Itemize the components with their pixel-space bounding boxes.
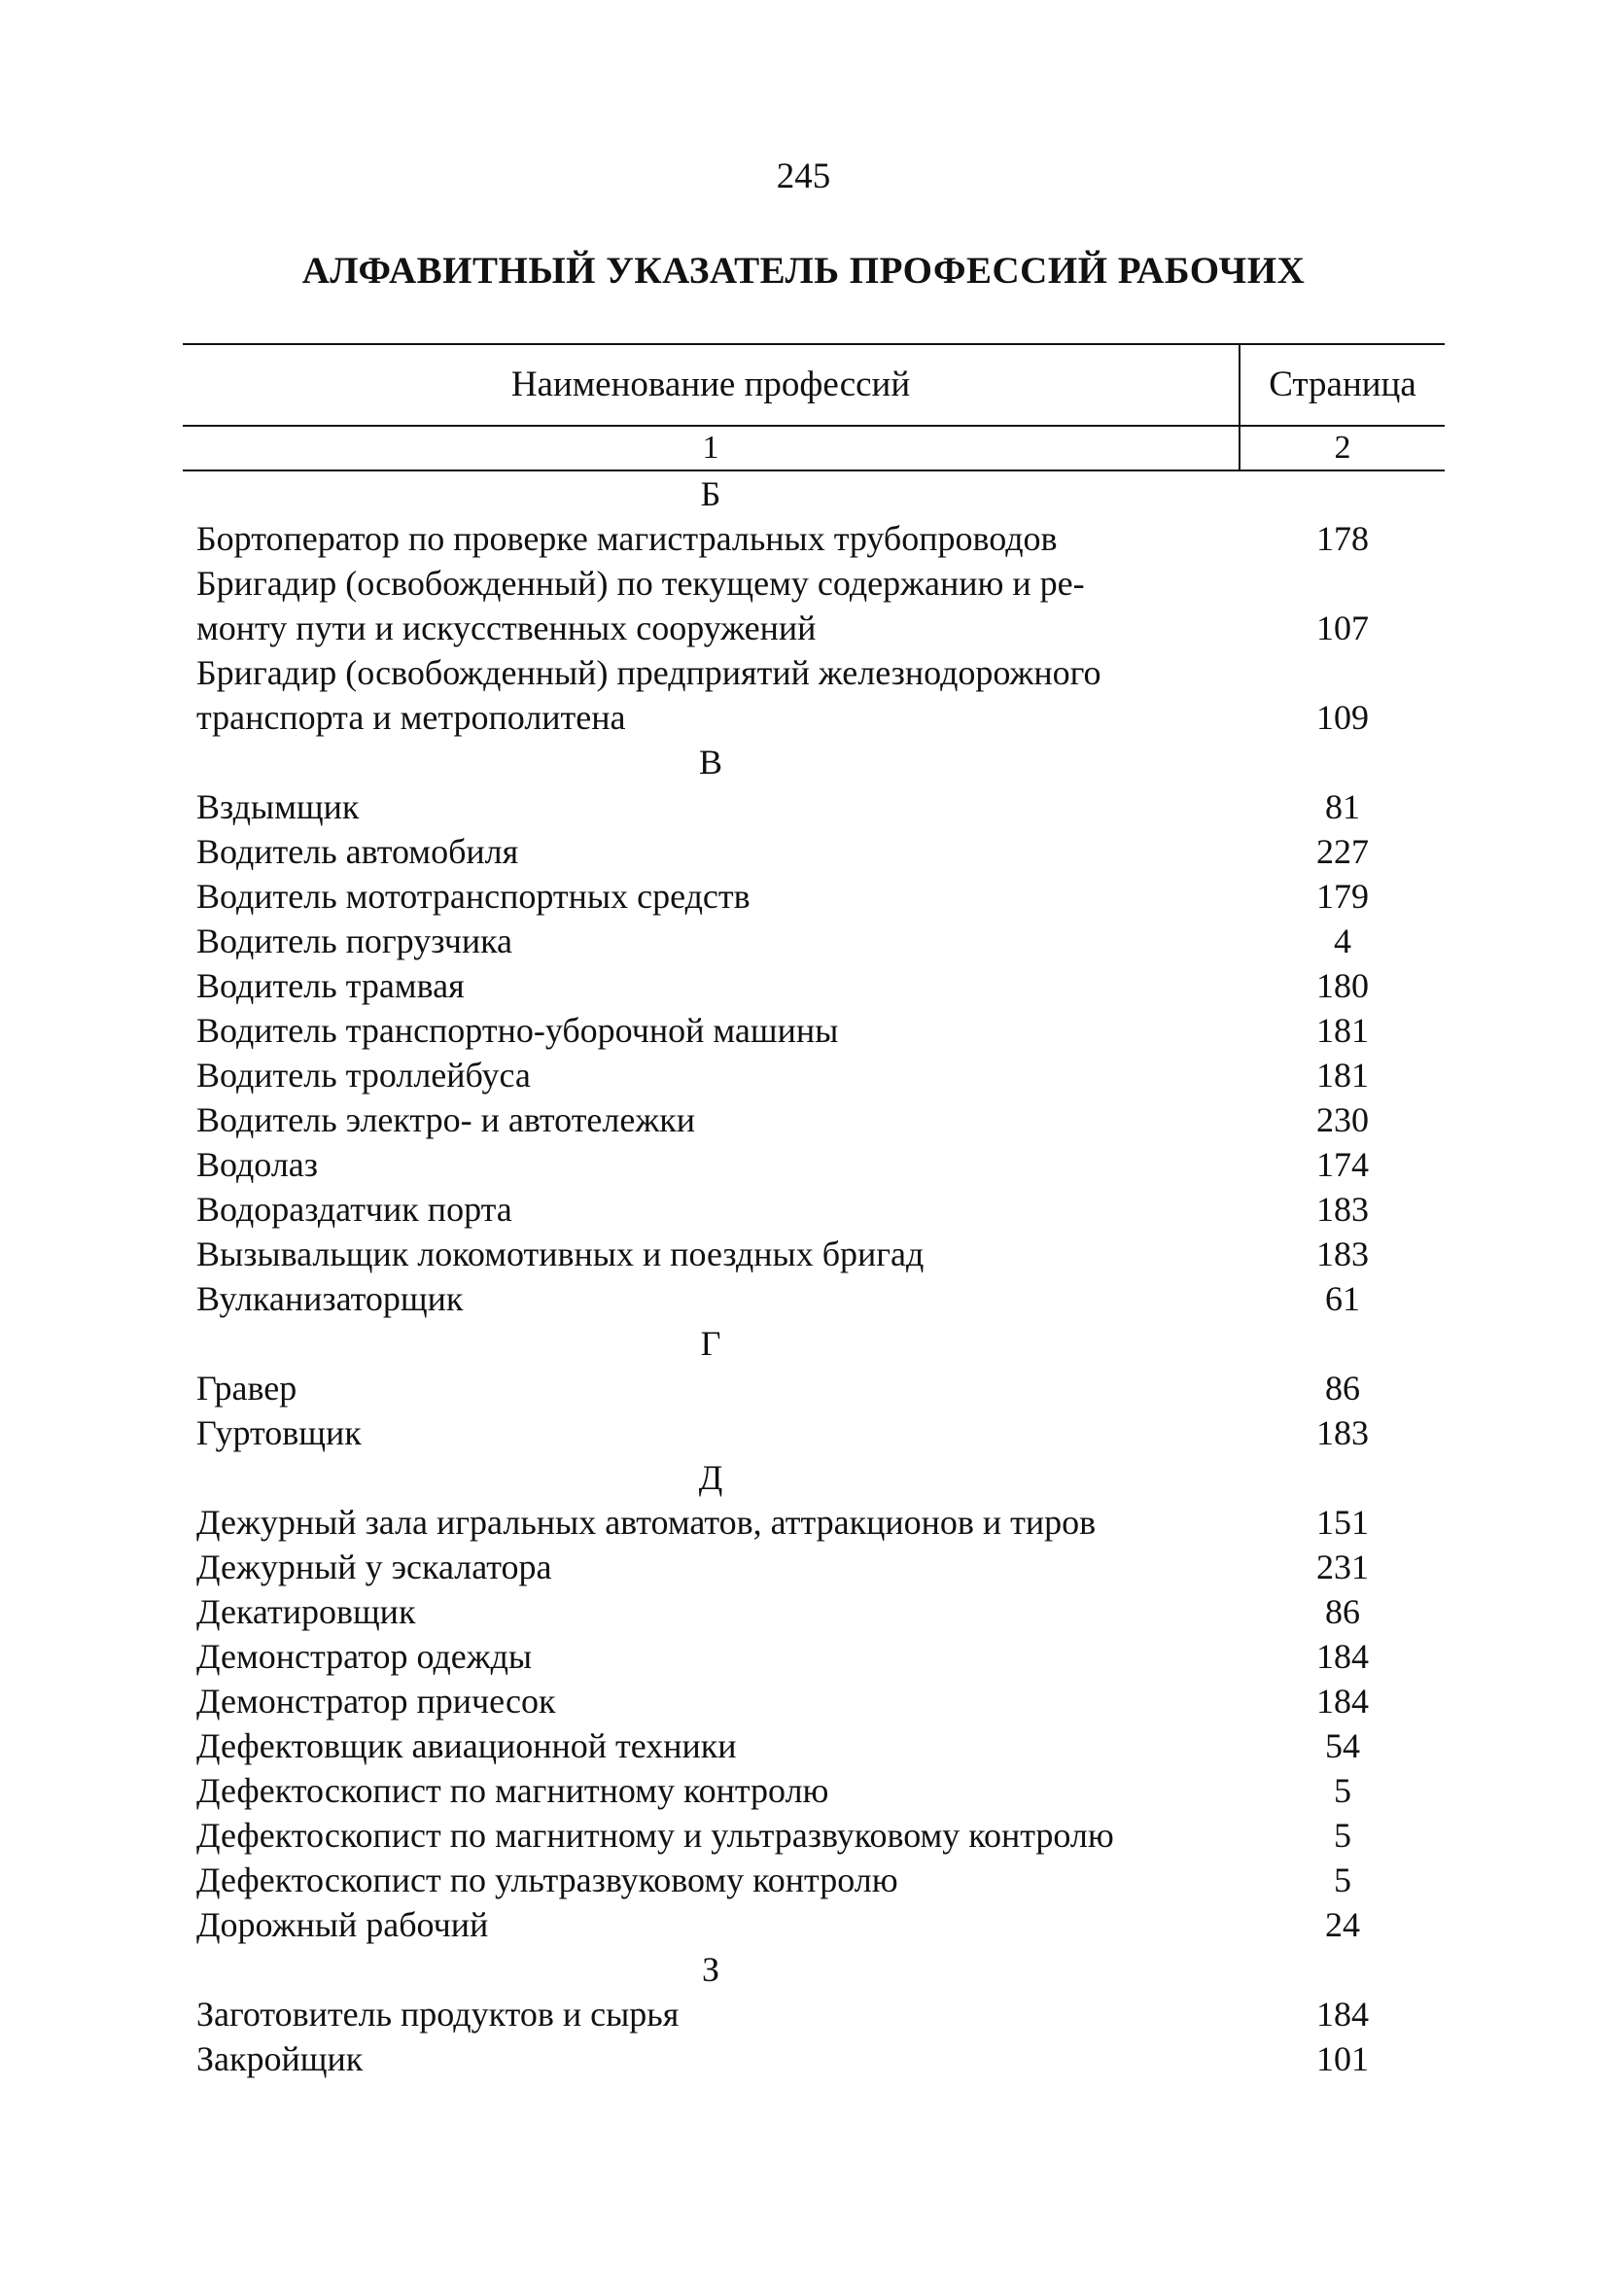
page-ref: 184 [1316, 1995, 1369, 2034]
page-ref: 107 [1316, 609, 1369, 647]
page-ref: 4 [1334, 922, 1351, 960]
section-letter: З [701, 1950, 720, 1989]
index-entry [183, 1589, 1445, 1634]
index-entry [183, 784, 1445, 829]
index-entry [183, 1902, 1445, 1947]
index-entry [183, 963, 1445, 1008]
profession-name: Дежурный у эскалатора [196, 1548, 552, 1586]
profession-name: Дорожный рабочий [196, 1905, 489, 1944]
page-ref: 178 [1316, 519, 1369, 558]
index-entry [183, 1992, 1445, 2036]
index-entry [183, 829, 1445, 874]
profession-name: Закройщик [196, 2039, 364, 2078]
profession-name: Водораздатчик порта [196, 1190, 512, 1229]
profession-index-table [183, 343, 1445, 2081]
profession-name: Водитель трамвая [196, 966, 465, 1005]
column-number-row [183, 427, 1445, 471]
index-entry [183, 1142, 1445, 1187]
profession-name: Водитель погрузчика [196, 922, 513, 960]
page-ref: 183 [1316, 1235, 1369, 1273]
index-entries [183, 471, 1445, 2081]
column-number-name: 1 [702, 430, 719, 466]
section-letter: Г [700, 1324, 721, 1363]
index-entry [183, 561, 1445, 650]
profession-name: Водитель автомобиля [196, 832, 519, 871]
profession-name: Дефектовщик авиационной техники [196, 1726, 737, 1765]
page-ref: 183 [1316, 1190, 1369, 1229]
index-entry [183, 1187, 1445, 1232]
profession-name: Вулканизаторщик [196, 1279, 464, 1318]
index-entry [183, 1768, 1445, 1813]
profession-name: Бригадир (освобожденный) предприятий железнодорожного транспорта и метрополитена [196, 653, 1101, 737]
profession-name: Дефектоскопист по магнитному контролю [196, 1771, 829, 1810]
page-ref: 86 [1325, 1369, 1360, 1408]
column-number-page: 2 [1334, 430, 1351, 466]
profession-name: Бортоператор по проверке магистральных трубопроводов [196, 519, 1058, 558]
index-entry [183, 516, 1445, 561]
index-entry [183, 874, 1445, 919]
page-ref: 230 [1316, 1100, 1369, 1139]
index-entry [183, 1053, 1445, 1097]
index-entry [183, 1813, 1445, 1858]
index-entry [183, 2036, 1445, 2081]
index-entry [183, 1545, 1445, 1589]
index-entry [183, 650, 1445, 740]
page-ref: 5 [1334, 1771, 1351, 1810]
index-entry [183, 1232, 1445, 1276]
profession-name: Водитель троллейбуса [196, 1056, 531, 1095]
section-letter: В [698, 743, 722, 782]
profession-name: Дефектоскопист по ультразвуковому контролю [196, 1861, 898, 1899]
page-ref: 184 [1316, 1637, 1369, 1676]
profession-name: Водитель электро- и автотележки [196, 1100, 695, 1139]
index-entry [183, 919, 1445, 963]
profession-name: Водолаз [196, 1145, 318, 1184]
section-letter: Д [698, 1458, 723, 1497]
profession-name: Гравер [196, 1369, 297, 1408]
page-ref: 5 [1334, 1816, 1351, 1855]
page-ref: 180 [1316, 966, 1369, 1005]
page-ref: 174 [1316, 1145, 1369, 1184]
profession-name: Декатировщик [196, 1592, 416, 1631]
profession-name: Вызывальщик локомотивных и поездных бригад [196, 1235, 925, 1273]
table-header-row [183, 343, 1445, 427]
document-title: АЛФАВИТНЫЙ УКАЗАТЕЛЬ ПРОФЕССИЙ РАБОЧИХ [301, 250, 1306, 292]
profession-name: Гуртовщик [196, 1413, 362, 1452]
page-ref: 184 [1316, 1682, 1369, 1721]
profession-name: Бригадир (освобожденный) по текущему содержанию и ре- монту пути и искусственных сооружений [196, 564, 1085, 647]
index-entry [183, 1008, 1445, 1053]
page-ref: 86 [1325, 1592, 1360, 1631]
index-entry [183, 1366, 1445, 1410]
page-ref: 181 [1316, 1056, 1369, 1095]
page-ref: 61 [1325, 1279, 1360, 1318]
index-entry [183, 1410, 1445, 1455]
page-ref: 54 [1325, 1726, 1360, 1765]
page-ref: 183 [1316, 1413, 1369, 1452]
page-number: 245 [776, 157, 831, 196]
index-entry [183, 1723, 1445, 1768]
header-page: Страница [1269, 365, 1416, 404]
page-ref: 231 [1316, 1548, 1369, 1586]
page-ref: 101 [1316, 2039, 1369, 2078]
profession-name: Демонстратор одежды [196, 1637, 533, 1676]
index-entry [183, 1276, 1445, 1321]
profession-name: Вздымщик [196, 787, 360, 826]
page-ref: 24 [1325, 1905, 1360, 1944]
page-ref: 227 [1316, 832, 1369, 871]
page-ref: 5 [1334, 1861, 1351, 1899]
profession-name: Заготовитель продуктов и сырья [196, 1995, 680, 2034]
profession-name: Водитель мототранспортных средств [196, 877, 751, 916]
header-profession-name: Наименование профессий [510, 365, 911, 404]
index-entry [183, 1858, 1445, 1902]
page-ref: 181 [1316, 1011, 1369, 1050]
page-ref: 151 [1316, 1503, 1369, 1542]
index-entry [183, 1679, 1445, 1723]
index-entry [183, 1500, 1445, 1545]
profession-name: Водитель транспортно-уборочной машины [196, 1011, 839, 1050]
profession-name: Демонстратор причесок [196, 1682, 556, 1721]
index-entry [183, 1634, 1445, 1679]
section-letter: Б [700, 474, 721, 513]
index-entry [183, 1097, 1445, 1142]
page-ref: 179 [1316, 877, 1369, 916]
profession-name: Дежурный зала игральных автоматов, аттракционов и тиров [196, 1503, 1097, 1542]
page-ref: 109 [1316, 698, 1369, 737]
profession-name: Дефектоскопист по магнитному и ультразвуковому контролю [196, 1816, 1114, 1855]
page-ref: 81 [1325, 787, 1360, 826]
